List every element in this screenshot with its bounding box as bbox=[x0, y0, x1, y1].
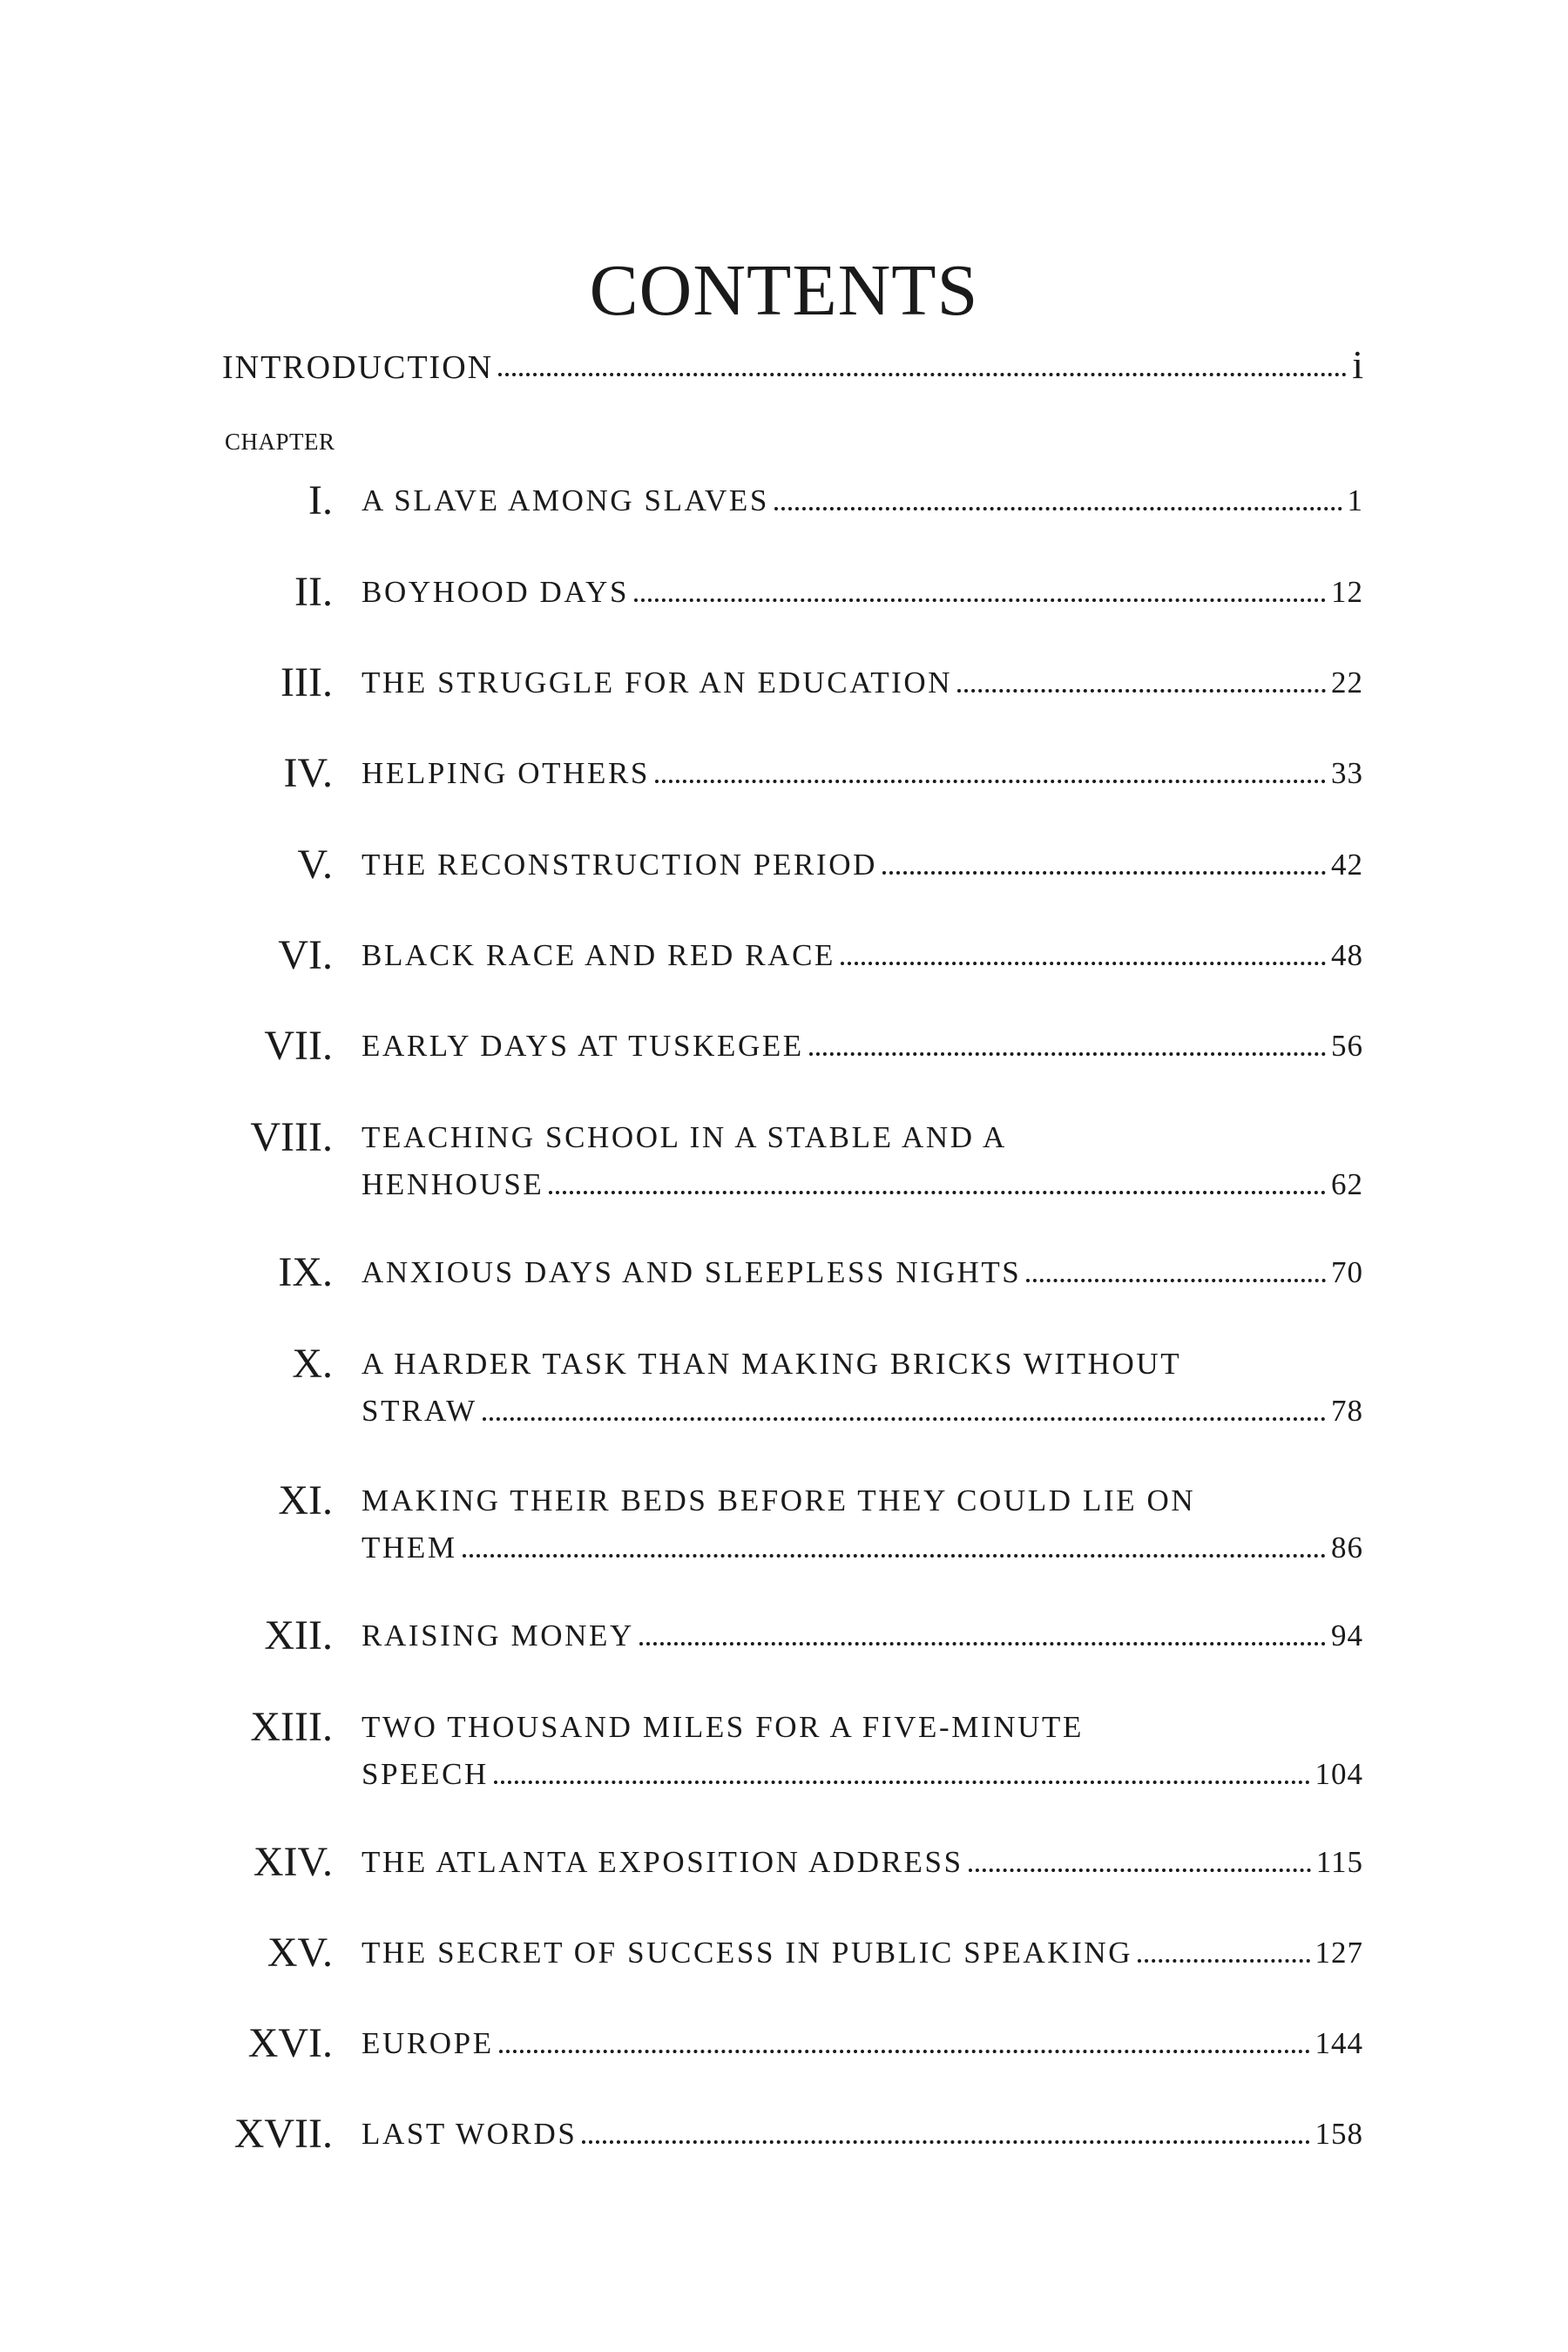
entry-title-line: TWO THOUSAND MILES FOR A FIVE-MINUTE bbox=[362, 1710, 1084, 1744]
chapter-numeral: XIII. bbox=[250, 1704, 333, 1750]
entry-title: THE STRUGGLE FOR AN EDUCATION bbox=[362, 666, 953, 700]
chapter-numeral: XIV. bbox=[253, 1839, 333, 1885]
dot-leader bbox=[969, 1869, 1311, 1872]
dot-leader bbox=[809, 1052, 1326, 1056]
entry-title: THE RECONSTRUCTION PERIOD bbox=[362, 848, 877, 882]
entry-title-line: MAKING THEIR BEDS BEFORE THEY COULD LIE ON bbox=[362, 1484, 1196, 1517]
dot-leader bbox=[498, 373, 1347, 376]
chapter-numeral: VII. bbox=[264, 1023, 333, 1069]
page-number: 104 bbox=[1315, 1757, 1363, 1791]
chapter-title-block bbox=[362, 1341, 1363, 1435]
dot-leader bbox=[774, 507, 1342, 510]
page-number: 12 bbox=[1331, 575, 1363, 609]
entry-title-line bbox=[362, 477, 1363, 524]
chapter-title-block bbox=[362, 750, 1363, 797]
entry-title: EARLY DAYS AT TUSKEGEE bbox=[362, 1029, 804, 1063]
dot-leader bbox=[499, 2050, 1310, 2053]
page-number: 33 bbox=[1331, 756, 1363, 790]
page-number: 22 bbox=[1331, 666, 1363, 700]
page-number: 158 bbox=[1315, 2117, 1363, 2151]
page-number: 115 bbox=[1315, 1845, 1363, 1879]
entry-title-line bbox=[362, 1751, 1363, 1798]
entry-title-line bbox=[362, 1161, 1363, 1208]
dot-leader bbox=[463, 1554, 1326, 1558]
entry-title: A SLAVE AMONG SLAVES bbox=[362, 483, 769, 517]
entry-title-line bbox=[362, 1388, 1363, 1435]
page-number: 78 bbox=[1331, 1394, 1363, 1428]
entry-title: RAISING MONEY bbox=[362, 1619, 634, 1652]
chapter-numeral: XV. bbox=[267, 1930, 333, 1976]
entry-title-line bbox=[362, 659, 1363, 706]
chapter-title-block bbox=[362, 1023, 1363, 1070]
entry-title-line: A HARDER TASK THAN MAKING BRICKS WITHOUT bbox=[362, 1347, 1182, 1381]
entry-title-line bbox=[362, 1839, 1363, 1886]
chapter-title-block bbox=[362, 1249, 1363, 1296]
page-number: 86 bbox=[1331, 1531, 1363, 1565]
entry-title-line bbox=[362, 750, 1363, 797]
chapter-title-block bbox=[362, 841, 1363, 889]
page-number: 56 bbox=[1331, 1029, 1363, 1063]
entry-title: THEM bbox=[362, 1531, 457, 1565]
dot-leader bbox=[549, 1191, 1326, 1194]
page-number: 94 bbox=[1331, 1619, 1363, 1652]
entry-title-line bbox=[362, 841, 1363, 889]
chapter-numeral: VIII. bbox=[250, 1114, 333, 1160]
entry-title-line bbox=[362, 2111, 1363, 2158]
chapter-title-block bbox=[362, 2111, 1363, 2158]
dot-leader bbox=[634, 598, 1326, 602]
entry-title-line bbox=[362, 1930, 1363, 1977]
chapter-numeral: XVI. bbox=[247, 2020, 333, 2066]
page-number: 1 bbox=[1347, 483, 1363, 517]
dot-leader bbox=[582, 2140, 1309, 2144]
page-number: 144 bbox=[1315, 2026, 1363, 2060]
chapter-title-block bbox=[362, 1477, 1363, 1571]
chapter-title-block bbox=[362, 659, 1363, 706]
dot-leader bbox=[639, 1642, 1326, 1646]
chapter-title-block bbox=[362, 569, 1363, 616]
page-number: 42 bbox=[1331, 848, 1363, 882]
dot-leader bbox=[655, 780, 1326, 783]
dot-leader bbox=[841, 962, 1326, 965]
entry-title: HELPING OTHERS bbox=[362, 756, 650, 790]
page-number: 127 bbox=[1315, 1936, 1363, 1970]
dot-leader bbox=[1026, 1279, 1326, 1282]
entry-title: HENHOUSE bbox=[362, 1167, 544, 1201]
chapter-numeral: V. bbox=[297, 841, 333, 888]
chapter-numeral: XII. bbox=[264, 1612, 333, 1659]
entry-title: BOYHOOD DAYS bbox=[362, 575, 630, 609]
page-number: 70 bbox=[1331, 1255, 1363, 1289]
dot-leader bbox=[494, 1781, 1310, 1784]
chapter-numeral: VI. bbox=[278, 932, 333, 978]
toc-entry-introduction[interactable] bbox=[222, 342, 1363, 390]
chapter-numeral: II. bbox=[294, 569, 333, 615]
chapter-numeral: IX. bbox=[278, 1249, 333, 1295]
entry-title: STRAW bbox=[362, 1394, 477, 1428]
chapter-title-block bbox=[362, 1612, 1363, 1659]
entry-title-line bbox=[362, 569, 1363, 616]
chapter-numeral: I. bbox=[308, 477, 333, 524]
entry-title: ANXIOUS DAYS AND SLEEPLESS NIGHTS bbox=[362, 1255, 1022, 1289]
entry-title: SPEECH bbox=[362, 1757, 489, 1791]
entry-title-line bbox=[362, 1612, 1363, 1659]
entry-title-line bbox=[362, 1249, 1363, 1296]
chapter-title-block bbox=[362, 477, 1363, 524]
entry-title: BLACK RACE AND RED RACE bbox=[362, 938, 836, 972]
chapter-numeral: XVII. bbox=[233, 2111, 333, 2157]
entry-title-line bbox=[362, 2020, 1363, 2067]
chapter-numeral: X. bbox=[292, 1341, 333, 1387]
chapter-title-block bbox=[362, 1704, 1363, 1798]
chapter-title-block bbox=[362, 1839, 1363, 1886]
chapter-title-block bbox=[362, 1114, 1363, 1208]
chapter-numeral: IV. bbox=[283, 750, 333, 796]
entry-title: THE SECRET OF SUCCESS IN PUBLIC SPEAKING bbox=[362, 1936, 1133, 1970]
page-title: CONTENTS bbox=[589, 250, 979, 332]
dot-leader bbox=[1138, 1959, 1309, 1963]
entry-title-line: TEACHING SCHOOL IN A STABLE AND A bbox=[362, 1120, 1007, 1154]
dot-leader bbox=[483, 1417, 1326, 1421]
entry-title-line bbox=[362, 1524, 1363, 1571]
page-number: i bbox=[1352, 342, 1363, 387]
dot-leader bbox=[882, 871, 1326, 875]
entry-title-line bbox=[362, 1023, 1363, 1070]
page-number: 62 bbox=[1331, 1167, 1363, 1201]
entry-title: THE ATLANTA EXPOSITION ADDRESS bbox=[362, 1845, 963, 1879]
chapter-title-block bbox=[362, 2020, 1363, 2067]
entry-title: EUROPE bbox=[362, 2026, 494, 2060]
entry-title: LAST WORDS bbox=[362, 2117, 578, 2151]
chapter-numeral: XI. bbox=[278, 1477, 333, 1524]
dot-leader bbox=[957, 689, 1326, 693]
chapter-numeral: III. bbox=[280, 659, 333, 706]
entry-title: INTRODUCTION bbox=[222, 349, 494, 386]
chapter-title-block bbox=[362, 932, 1363, 979]
chapter-column-label: CHAPTER bbox=[225, 429, 335, 455]
entry-title-line bbox=[362, 932, 1363, 979]
page-number: 48 bbox=[1331, 938, 1363, 972]
chapter-title-block bbox=[362, 1930, 1363, 1977]
